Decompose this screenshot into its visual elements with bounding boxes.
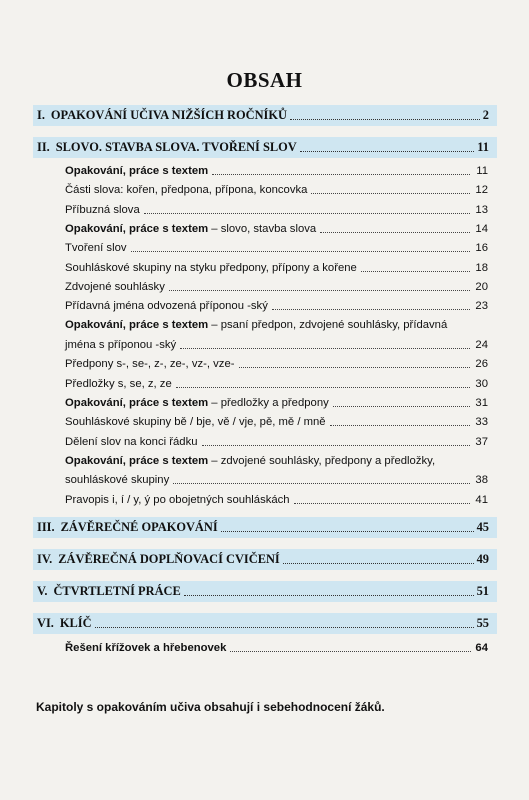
page-number: 23 [475,300,488,312]
dot-leader [230,651,471,652]
dot-leader [169,290,470,291]
dot-leader [333,406,470,407]
dot-leader [272,309,470,310]
toc-chapter-1[interactable] [33,105,497,126]
toc-entry[interactable] [65,239,488,257]
toc-entry[interactable] [65,433,488,451]
entry-text: Dělení slov na konci řádku [65,436,198,448]
dot-leader [95,627,474,628]
dot-leader [144,213,470,214]
page-number: 55 [476,616,489,630]
footnote: Kapitoly s opakováním učiva obsahují i sebehodnocení žáků. [36,700,385,714]
entry-text: Řešení křížovek a hřebenovek [65,642,227,654]
chapter-number: IV. [37,552,53,566]
page-title: OBSAH [226,68,303,92]
chapter-number: III. [37,520,55,534]
entry-text: – předložky a předpony [208,397,329,409]
entry-text: Pravopis i, í / y, ý po obojetných souhláskách [65,494,290,506]
toc-chapter-4[interactable] [33,549,497,570]
entry-text: Přídavná jména odvozená příponou -ský [65,300,268,312]
toc-entry[interactable] [65,181,488,199]
dot-leader [290,119,480,120]
entry-text: jména s příponou -ský [65,339,177,351]
toc-entry[interactable] [65,162,488,180]
entry-text: Souhláskové skupiny bě / bje, vě / vje, pě, mě / mně [65,416,326,428]
page-number: 26 [475,358,488,370]
dot-leader [184,595,474,596]
dot-leader [320,232,470,233]
chapter-number: I. [37,108,45,122]
chapter-title: ZÁVĚREČNÉ OPAKOVÁNÍ [60,520,218,534]
entry-bold: Opakování, práce s textem [65,319,209,331]
toc-entry[interactable] [65,316,488,334]
page-number: 11 [477,140,489,154]
page-number: 45 [476,520,489,534]
toc-chapter-2[interactable] [33,137,497,158]
toc-entry[interactable] [65,355,488,373]
dot-leader [221,531,474,532]
toc-entry[interactable] [65,452,488,470]
entry-bold: Opakování, práce s textem [65,165,209,177]
chapter-title: ČTVRTLETNÍ PRÁCE [53,584,181,598]
page-number: 38 [475,474,488,486]
page-number: 18 [475,262,488,274]
toc-entry[interactable] [65,220,488,238]
entry-text: Předložky s, se, z, ze [65,378,172,390]
dot-leader [173,483,470,484]
dot-leader [176,387,470,388]
dot-leader [202,445,471,446]
toc-chapter-6[interactable] [33,613,497,634]
toc-entry[interactable] [65,201,488,219]
entry-bold: Opakování, práce s textem [65,455,209,467]
page-number: 30 [475,378,488,390]
page-number: 12 [475,184,488,196]
entry-bold: Opakování, práce s textem [65,397,209,409]
page-number: 37 [475,436,488,448]
page-number: 16 [475,242,488,254]
dot-leader [212,174,470,175]
toc-entry[interactable] [65,413,488,431]
entry-text: Souhláskové skupiny na styku předpony, přípony a kořene [65,262,357,274]
toc-entry[interactable] [65,394,488,412]
dot-leader [294,503,470,504]
toc-entry[interactable] [65,259,488,277]
toc-entry-key[interactable] [65,639,488,657]
toc-entry[interactable] [65,278,488,296]
dot-leader [239,367,471,368]
toc-chapter-3[interactable] [33,517,497,538]
page-number: 51 [476,584,489,598]
entry-bold: Opakování, práce s textem [65,223,209,235]
entry-text: Zdvojené souhlásky [65,281,165,293]
entry-text: – zdvojené souhlásky, předpony a předložky, [208,455,436,467]
entry-text: Části slova: kořen, předpona, přípona, koncovka [65,184,308,196]
chapter-number: V. [37,584,48,598]
entry-text: – psaní předpon, zdvojené souhlásky, přídavná [208,319,448,331]
toc-entry[interactable] [65,297,488,315]
page-number: 14 [475,223,488,235]
chapter-title: KLÍČ [59,616,92,630]
toc-entry-continuation[interactable] [65,336,488,354]
entry-text: Tvoření slov [65,242,127,254]
chapter-number: II. [37,140,50,154]
dot-leader [361,271,470,272]
page-number: 31 [475,397,488,409]
chapter-number: VI. [37,616,54,630]
toc-entry[interactable] [65,491,488,509]
toc-entry[interactable] [65,375,488,393]
chapter-title: SLOVO. STAVBA SLOVA. TVOŘENÍ SLOV [55,140,297,154]
page-number: 64 [475,642,488,654]
page-number: 33 [475,416,488,428]
entry-text: souhláskové skupiny [65,474,170,486]
page-number: 2 [482,108,489,122]
page-number: 13 [475,204,488,216]
chapter-title: ZÁVĚREČNÁ DOPLŇOVACÍ CVIČENÍ [58,552,280,566]
entry-text: Předpony s-, se-, z-, ze-, vz-, vze- [65,358,235,370]
dot-leader [311,193,470,194]
page-number: 11 [476,165,488,177]
page-number: 49 [476,552,489,566]
dot-leader [300,151,475,152]
entry-text: Příbuzná slova [65,204,140,216]
entry-text: – slovo, stavba slova [208,223,317,235]
dot-leader [330,425,470,426]
dot-leader [180,348,470,349]
toc-chapter-5[interactable] [33,581,497,602]
dot-leader [131,251,470,252]
page-number: 41 [475,494,488,506]
dot-leader [283,563,474,564]
chapter-title: OPAKOVÁNÍ UČIVA NIŽŠÍCH ROČNÍKŮ [50,108,287,122]
page-number: 24 [475,339,488,351]
toc-entry-continuation[interactable] [65,471,488,489]
page-number: 20 [475,281,488,293]
